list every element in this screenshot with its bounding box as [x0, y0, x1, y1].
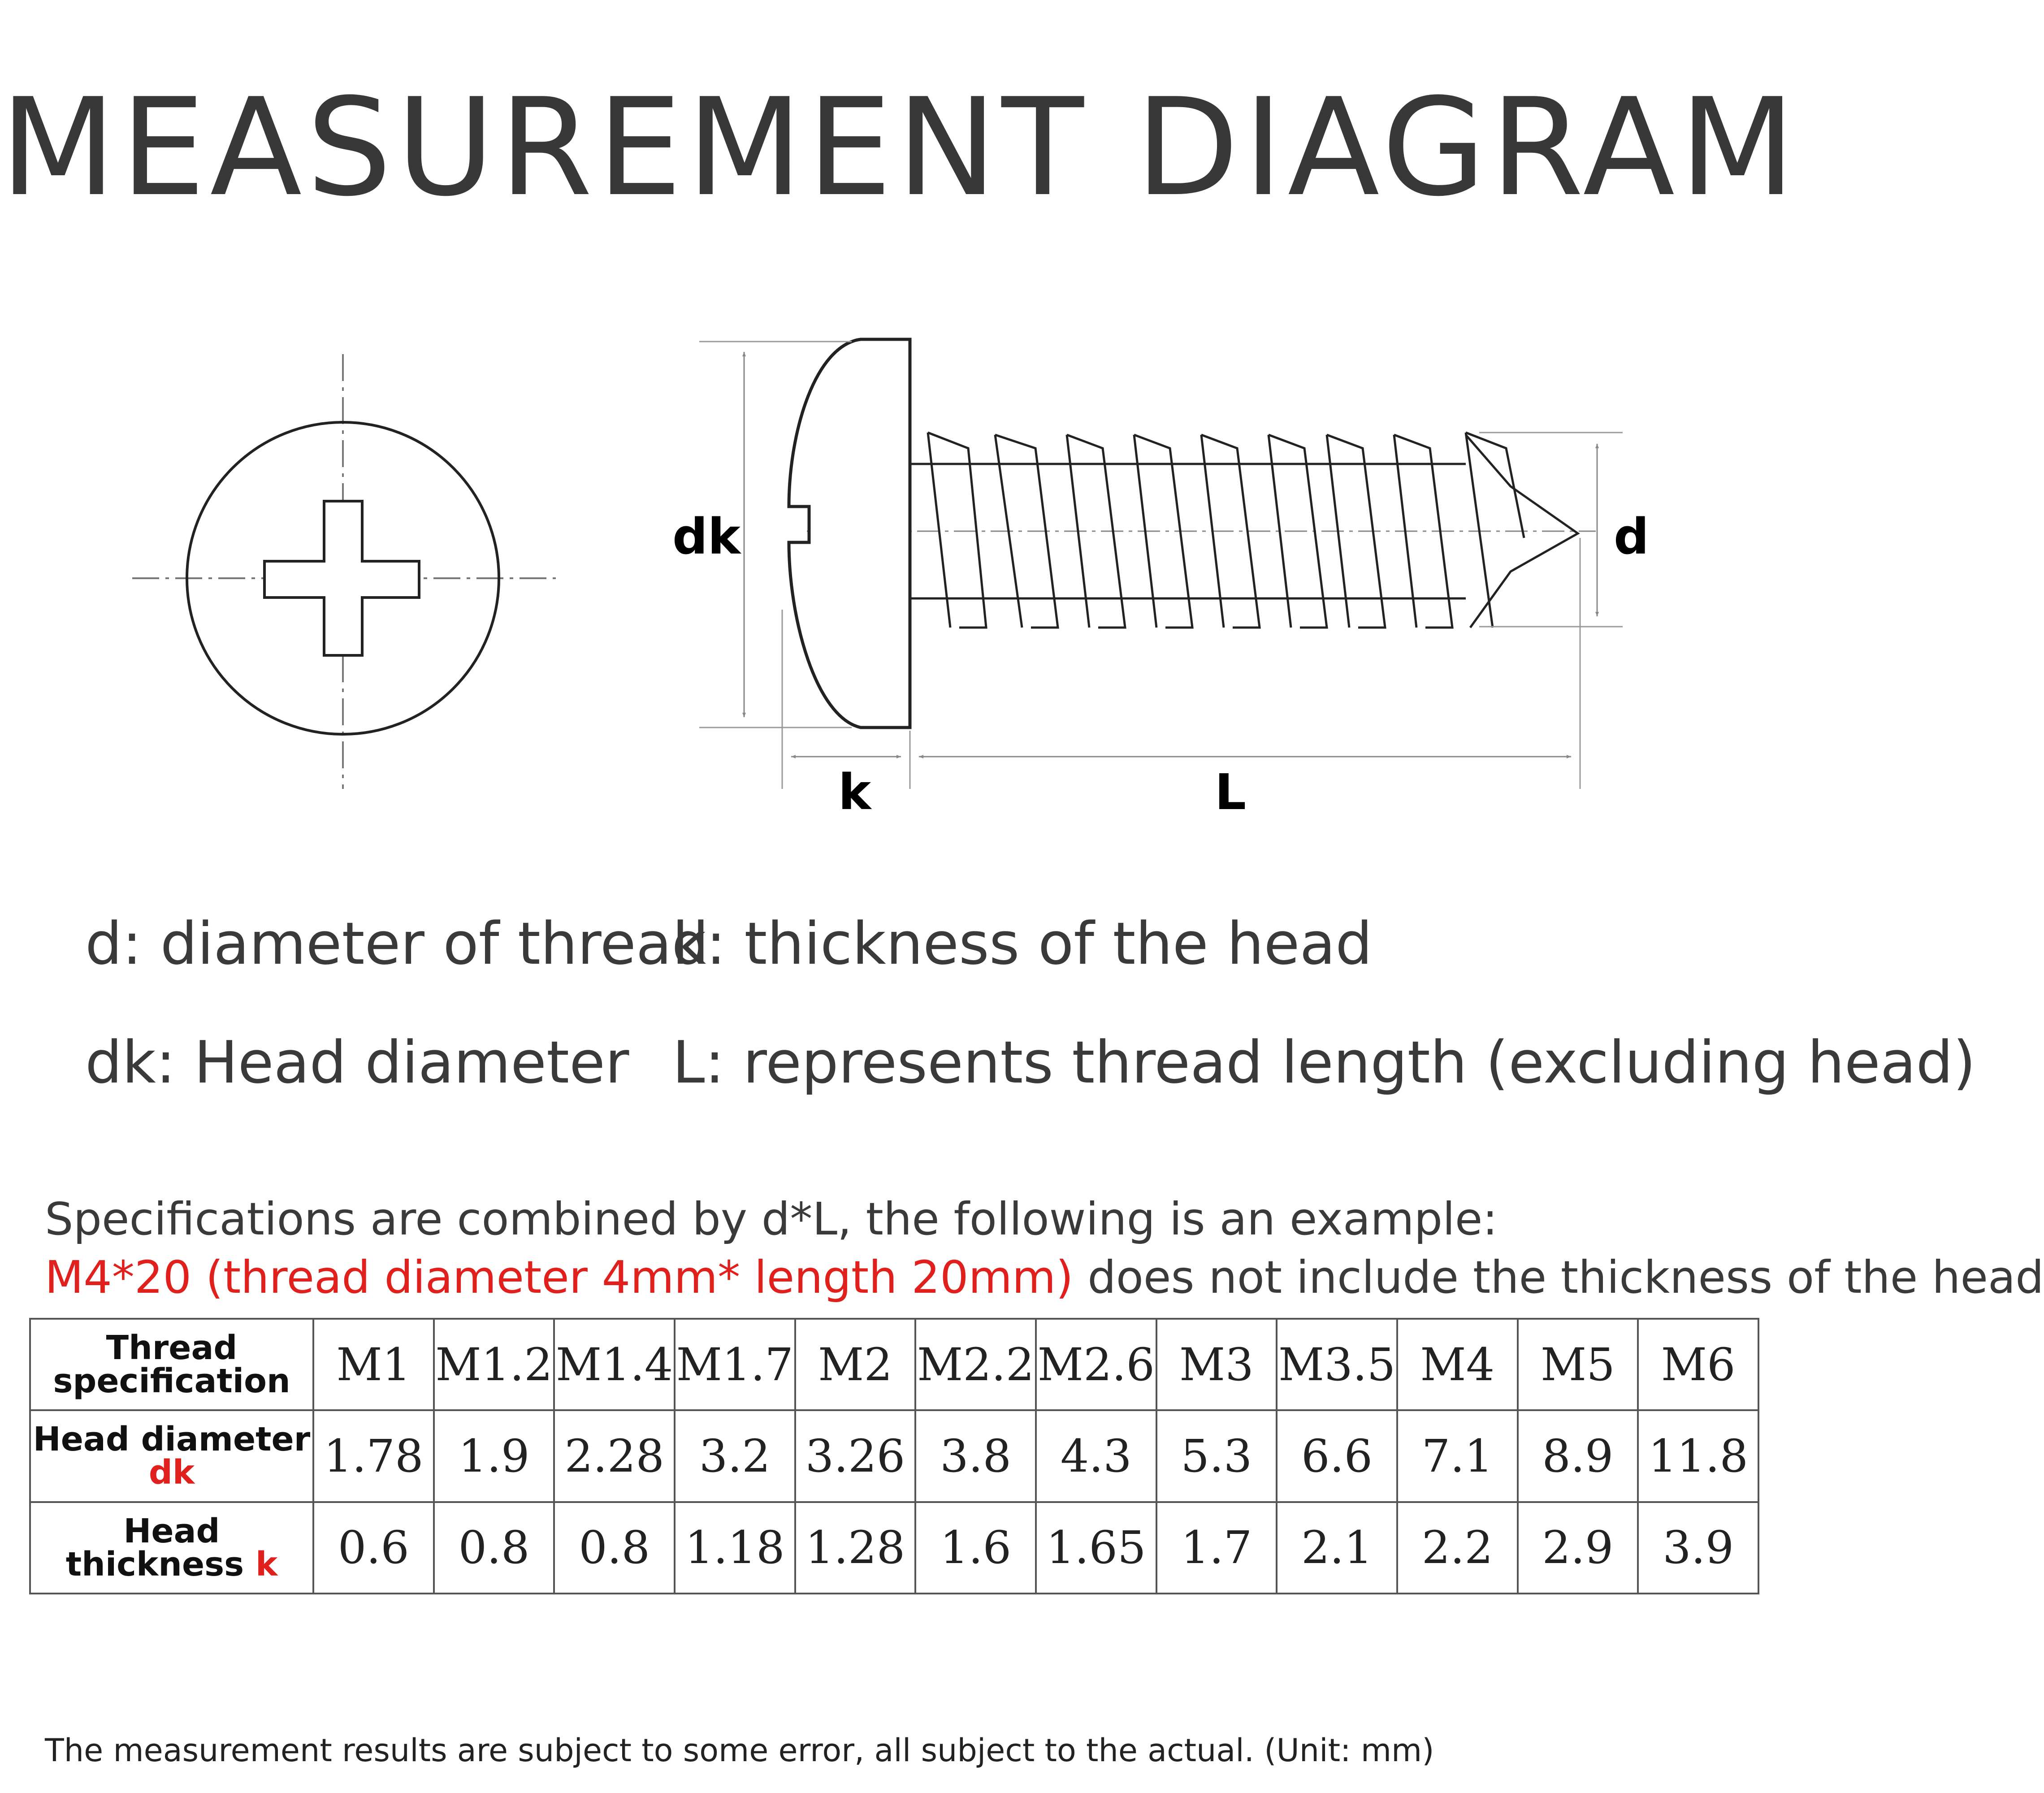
L-label: L [1215, 763, 1247, 821]
table-cell: 2.2 [1397, 1502, 1518, 1594]
row-header-head-diameter [30, 1410, 313, 1502]
legend-k: k: thickness of the head [672, 909, 1373, 978]
table-cell: 6.6 [1277, 1410, 1397, 1502]
row-header-symbol: k [256, 1545, 278, 1584]
table-cell: 1.28 [795, 1502, 916, 1594]
page-title: MEASUREMENT DIAGRAM [0, 69, 1800, 226]
table-cell: 7.1 [1397, 1410, 1518, 1502]
table-cell: M1.7 [675, 1319, 795, 1410]
row-header-thread: Thread specification [30, 1319, 313, 1410]
table-cell: 5.3 [1156, 1410, 1277, 1502]
table-cell: 11.8 [1638, 1410, 1758, 1502]
table-cell: M4 [1397, 1319, 1518, 1410]
legend-L: L: represents thread length (excluding head) [672, 1028, 1976, 1096]
table-cell: 1.65 [1036, 1502, 1156, 1594]
legend-dk: dk: Head diameter [85, 1028, 629, 1096]
table-cell: M2.6 [1036, 1319, 1156, 1410]
table-cell: M3 [1156, 1319, 1277, 1410]
spec-example-highlight: M4*20 (thread diameter 4mm* length 20mm) [45, 1251, 1074, 1304]
table-cell: M5 [1518, 1319, 1638, 1410]
table-cell: 1.78 [313, 1410, 434, 1502]
table-cell: 1.7 [1156, 1502, 1277, 1594]
phillips-cross-icon [264, 501, 419, 655]
table-cell: 3.2 [675, 1410, 795, 1502]
table-cell: 4.3 [1036, 1410, 1156, 1502]
table-row-head-diameter [30, 1410, 1758, 1502]
table-cell: 3.26 [795, 1410, 916, 1502]
table-cell: 2.28 [554, 1410, 675, 1502]
screw-diagram [0, 0, 1800, 896]
table-cell: M1.2 [434, 1319, 554, 1410]
table-cell: M6 [1638, 1319, 1758, 1410]
spec-example-rest: does not include the thickness of the head [1073, 1251, 2044, 1304]
table-cell: 1.18 [675, 1502, 795, 1594]
table-cell: 8.9 [1518, 1410, 1638, 1502]
table-cell: 0.8 [554, 1502, 675, 1594]
footnote: The measurement results are subject to some error, all subject to the actual. (Unit: mm) [45, 1732, 1434, 1769]
row-header-head-thickness [30, 1502, 313, 1594]
spec-note-line1: Specifications are combined by d*L, the following is an example: [45, 1193, 1498, 1245]
table-cell: M2 [795, 1319, 916, 1410]
table-cell: 1.9 [434, 1410, 554, 1502]
table-row-thread [30, 1319, 1758, 1410]
table-cell: M2.2 [915, 1319, 1036, 1410]
table-cell: M1 [313, 1319, 434, 1410]
row-header-text: Head thickness [65, 1511, 256, 1584]
legend-d: d: diameter of thread [85, 909, 709, 978]
row-header-symbol: dk [148, 1453, 195, 1492]
head-top-view [132, 354, 556, 789]
dk-label: dk [672, 508, 741, 565]
table-cell: 1.6 [915, 1502, 1036, 1594]
k-label: k [838, 763, 871, 821]
table-cell: 0.6 [313, 1502, 434, 1594]
spec-table [29, 1318, 1759, 1594]
table-cell: 3.9 [1638, 1502, 1758, 1594]
table-cell: 0.8 [434, 1502, 554, 1594]
table-cell: 3.8 [915, 1410, 1036, 1502]
row-header-text: Head diameter [33, 1420, 311, 1459]
table-cell: M3.5 [1277, 1319, 1397, 1410]
table-cell: M1.4 [554, 1319, 675, 1410]
spec-note-line2 [45, 1251, 2044, 1304]
table-row-head-thickness [30, 1502, 1758, 1594]
screw-side-view [699, 339, 1623, 789]
table-cell: 2.1 [1277, 1502, 1397, 1594]
table-cell: 2.9 [1518, 1502, 1638, 1594]
d-label: d [1614, 508, 1649, 565]
